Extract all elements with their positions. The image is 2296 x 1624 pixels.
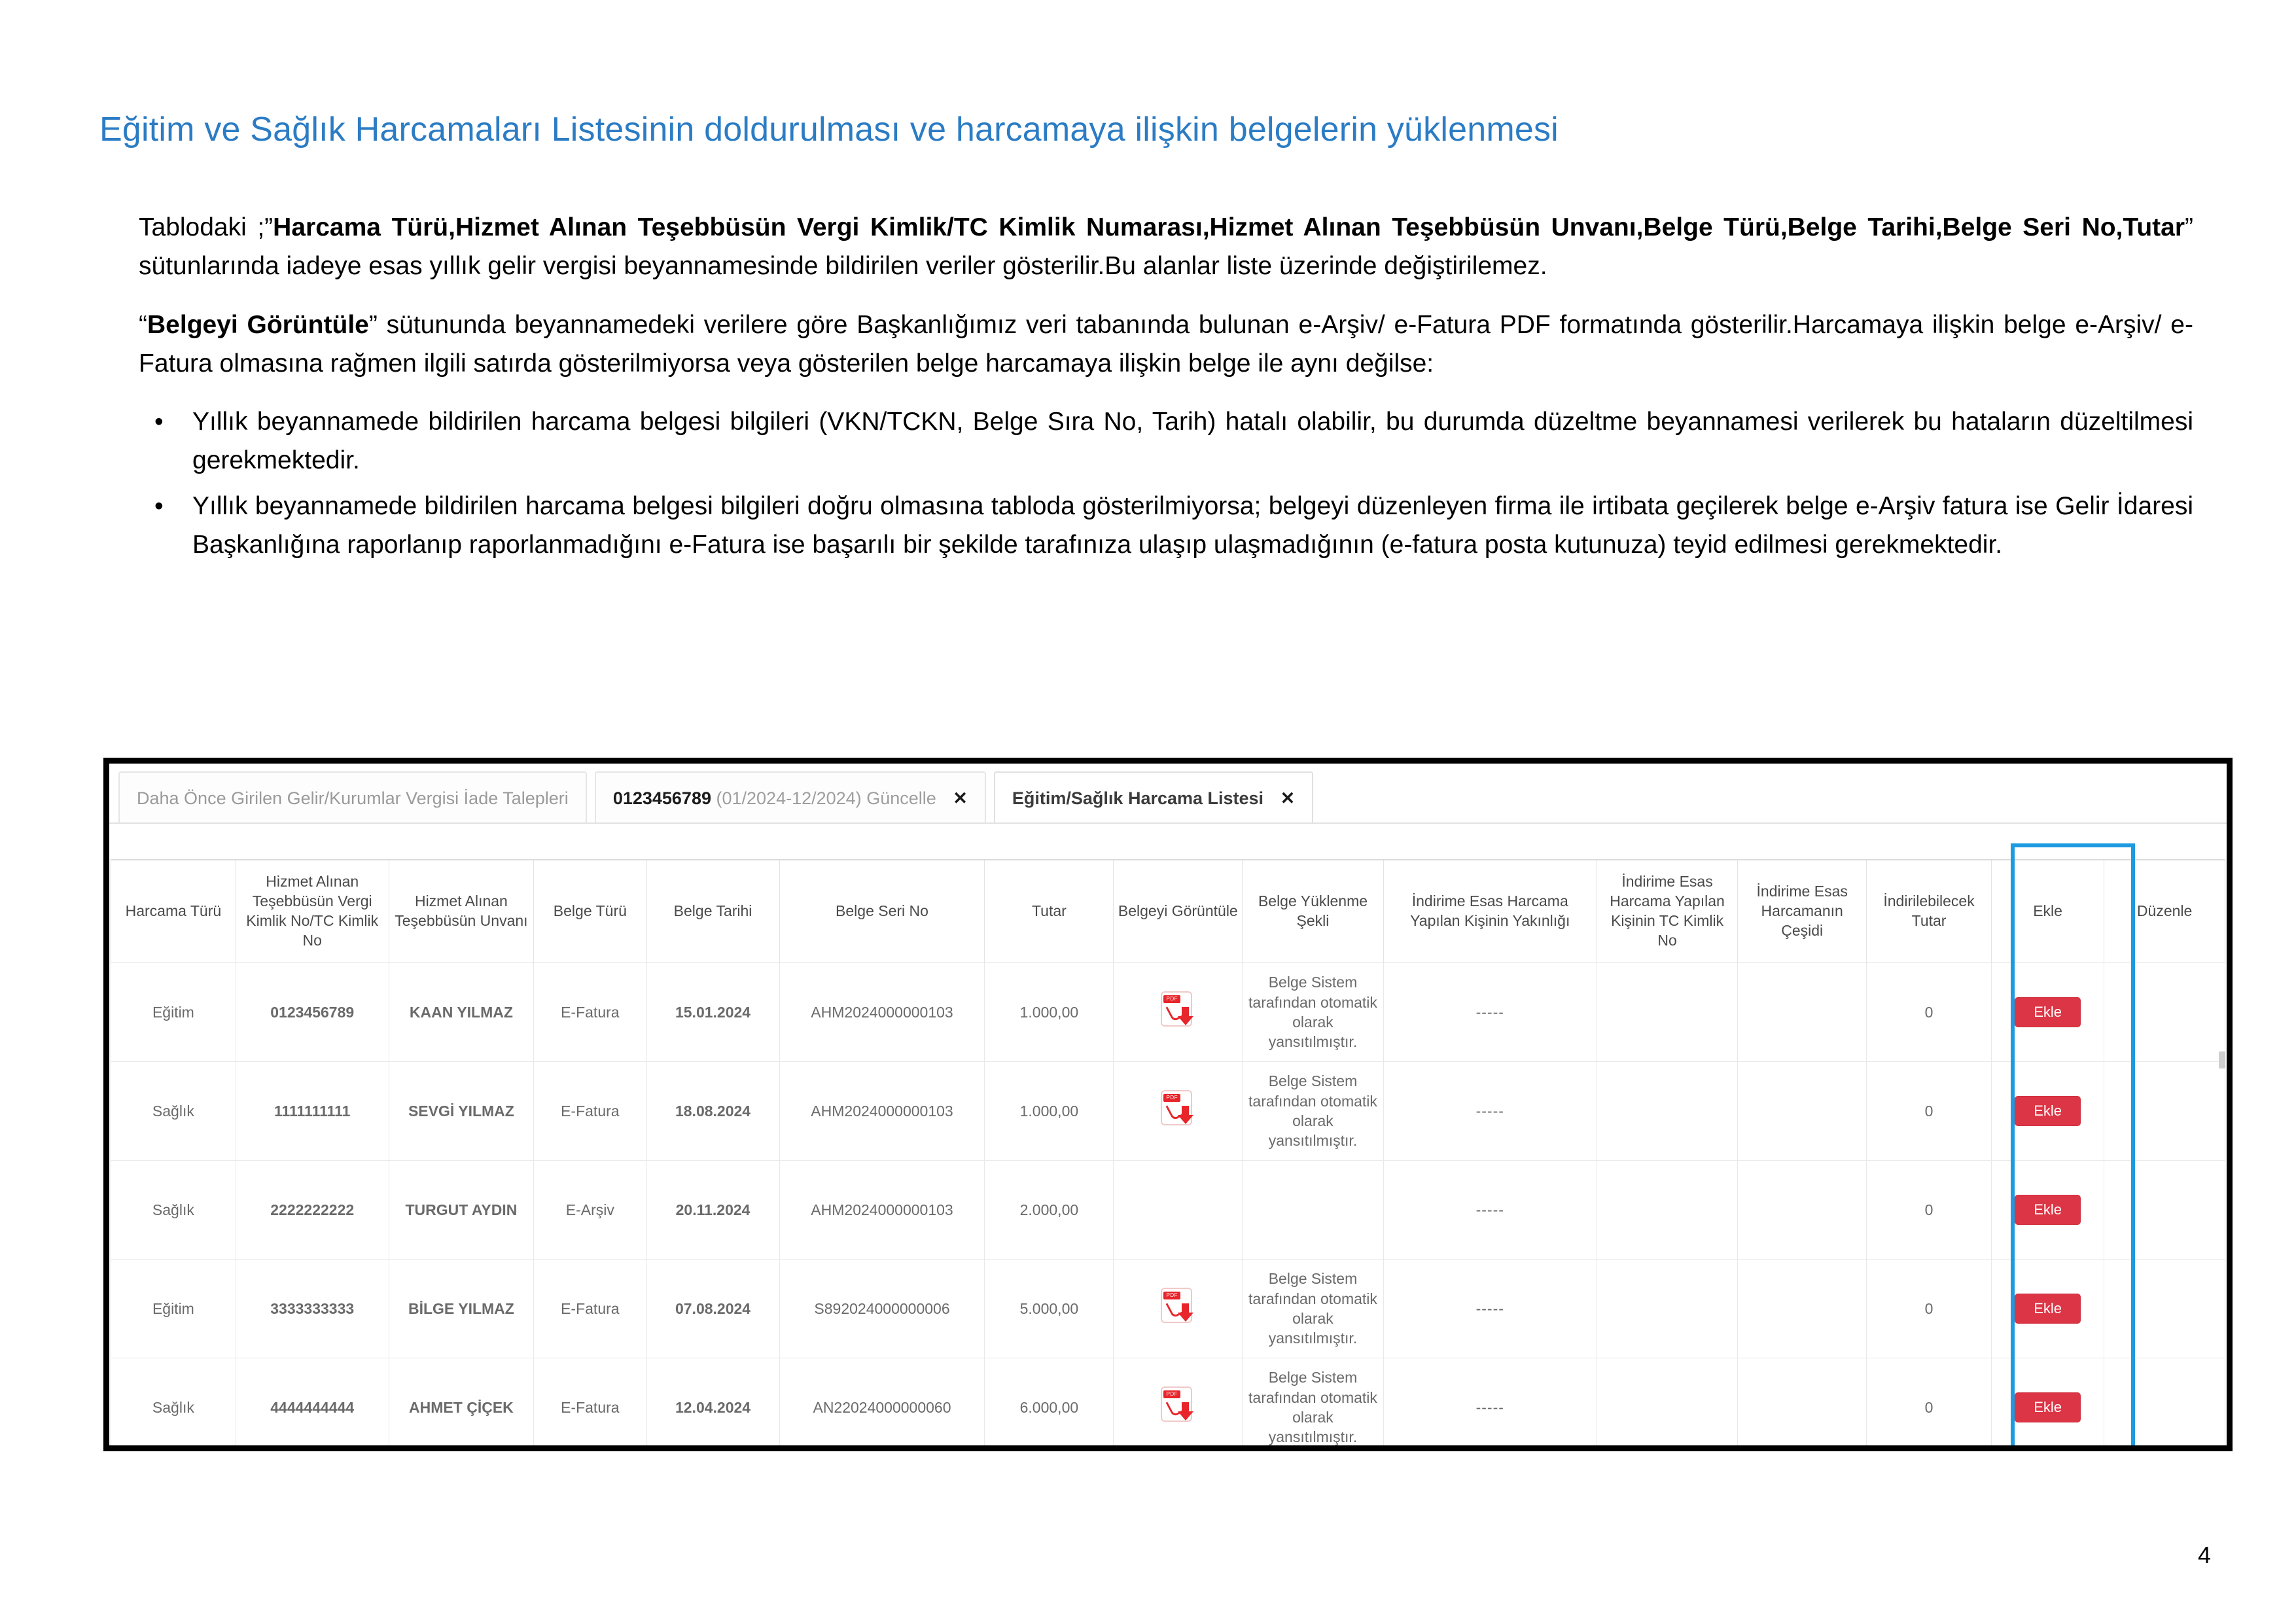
cell-yakinlik: ----- [1383,963,1597,1062]
table-row [111,963,2225,1062]
cell-belge-tarihi: 18.08.2024 [646,1062,779,1161]
cell-vkn: 1111111111 [236,1062,389,1161]
cell-kisi-tckn [1597,963,1737,1062]
page-title: Eğitim ve Sağlık Harcamaları Listesinin doldurulması ve harcamaya ilişkin belgelerin yüklenmesi [99,111,1559,149]
cell-harcama-turu: Eğitim [111,1260,236,1358]
col-header-belge-tarihi[interactable]: Belge Tarihi [646,860,779,963]
cell-unvan: SEVGİ YILMAZ [389,1062,534,1161]
cell-belge-seri-no: S892024000000006 [779,1260,985,1358]
bullet-marker: • [154,408,164,436]
cell-ekle [1991,963,2104,1062]
cell-belge-tarihi: 07.08.2024 [646,1260,779,1358]
tab-period: (01/2024-12/2024) [716,788,862,808]
cell-belge-turu: E-Fatura [534,1260,646,1358]
list-item-text: Yıllık beyannamede bildirilen harcama belgesi bilgileri doğru olmasına tabloda gösterilmiyorsa; belgeyi düzenleyen firma ile irtibata geçilerek belge e-Arşiv fatura ise Gelir İdaresi Başkanlığına raporlanıp raporlanmadığını e-Fatura ise başarılı bir şekilde tarafınıza ulaşıp ulaşmadığının (e-fatura posta kutunuza) teyid edilmesi gerekmektedir. [192,491,2193,559]
col-header-yakinlik[interactable]: İndirime Esas Harcama Yapılan Kişinin Yakınlığı [1383,860,1597,963]
cell-belge-turu: E-Fatura [534,1062,646,1161]
list-item [139,487,2193,565]
app-screenshot-frame [103,758,2233,1451]
cell-belge-seri-no: AN22024000000060 [779,1358,985,1452]
col-header-duzenle[interactable]: Düzenle [2104,860,2225,963]
paragraph-1-lead: Tablodaki ;” [139,213,274,241]
tab-label: Daha Önce Girilen Gelir/Kurumlar Vergisi İade Talepleri [137,788,569,808]
cell-kisi-tckn [1597,1358,1737,1452]
cell-harcama-cesidi [1738,1161,1867,1260]
cell-tutar: 1.000,00 [985,1062,1114,1161]
paragraph-2-bold: Belgeyi Görüntüle [147,310,369,339]
body-copy [139,208,2193,571]
add-button[interactable]: Ekle [2015,997,2081,1027]
expense-table [111,859,2225,1451]
add-button[interactable]: Ekle [2015,1195,2081,1225]
tab-egitim-saglik-harcama-listesi[interactable] [994,771,1313,822]
tab-action-label: Güncelle [866,788,936,808]
col-header-unvan[interactable]: Hizmet Alınan Teşebbüsün Unvanı [389,860,534,963]
cell-belgeyi-goruntule[interactable] [1114,1358,1243,1452]
cell-unvan: BİLGE YILMAZ [389,1260,534,1358]
cell-belgeyi-goruntule[interactable] [1114,1260,1243,1358]
cell-ekle [1991,1161,2104,1260]
col-header-harcama-cesidi[interactable]: İndirime Esas Harcamanın Çeşidi [1738,860,1867,963]
cell-indirilebilecek-tutar: 0 [1867,1358,1992,1452]
cell-tutar: 1.000,00 [985,963,1114,1062]
col-header-tutar[interactable]: Tutar [985,860,1114,963]
tab-previous-refund-requests[interactable] [118,771,587,822]
cell-yakinlik: ----- [1383,1358,1597,1452]
cell-belge-turu: E-Fatura [534,1358,646,1452]
paragraph-2-lead: “ [139,310,147,339]
list-item [139,402,2193,480]
close-icon[interactable]: ✕ [953,788,968,808]
cell-ekle [1991,1062,2104,1161]
table-row [111,1062,2225,1161]
tab-bar [109,764,2227,824]
cell-vkn: 3333333333 [236,1260,389,1358]
add-button[interactable]: Ekle [2015,1294,2081,1324]
table-row [111,1260,2225,1358]
cell-harcama-cesidi [1738,963,1867,1062]
cell-tutar: 6.000,00 [985,1358,1114,1452]
cell-unvan: KAAN YILMAZ [389,963,534,1062]
cell-yakinlik: ----- [1383,1260,1597,1358]
pdf-download-icon[interactable]: PDF [1161,991,1195,1028]
pdf-download-icon[interactable]: PDF [1161,1288,1195,1324]
cell-belge-tarihi: 20.11.2024 [646,1161,779,1260]
cell-tutar: 2.000,00 [985,1161,1114,1260]
table-row [111,1161,2225,1260]
add-button[interactable]: Ekle [2015,1392,2081,1422]
cell-belgeyi-goruntule[interactable] [1114,963,1243,1062]
col-header-belge-yuklenme-sekli[interactable]: Belge Yüklenme Şekli [1243,860,1383,963]
cell-indirilebilecek-tutar: 0 [1867,1260,1992,1358]
pdf-download-icon[interactable]: PDF [1161,1386,1195,1423]
expense-table-wrap [109,859,2227,1451]
cell-harcama-turu: Sağlık [111,1358,236,1452]
pdf-download-icon[interactable]: PDF [1161,1090,1195,1127]
cell-belge-seri-no: AHM2024000000103 [779,1161,985,1260]
cell-unvan: TURGUT AYDIN [389,1161,534,1260]
paragraph-1-tail: ” sütunlarında iadeye esas yıllık gelir vergisi beyannamesinde bildirilen veriler gösterilir.Bu alanlar liste üzerinde değiştirilemez. [139,213,2193,281]
cell-belge-tarihi: 12.04.2024 [646,1358,779,1452]
cell-harcama-turu: Sağlık [111,1062,236,1161]
cell-belge-yuklenme-sekli: Belge Sistem tarafından otomatik olarak yansıtılmıştır. [1243,1260,1383,1358]
paragraph-2 [139,306,2193,383]
tab-label: Eğitim/Sağlık Harcama Listesi [1012,788,1264,808]
table-row [111,1358,2225,1452]
cell-ekle [1991,1358,2104,1452]
bullet-marker: • [154,491,164,520]
cell-tutar: 5.000,00 [985,1260,1114,1358]
cell-vkn: 2222222222 [236,1161,389,1260]
col-header-belgeyi-goruntule[interactable]: Belgeyi Görüntüle [1114,860,1243,963]
bullet-list [139,402,2193,564]
tab-content-gap [109,824,2227,859]
cell-belge-yuklenme-sekli: Belge Sistem tarafından otomatik olarak yansıtılmıştır. [1243,1062,1383,1161]
cell-duzenle[interactable] [2104,1358,2225,1452]
page-number: 4 [2197,1542,2211,1568]
paragraph-1 [139,208,2193,286]
cell-belge-turu: E-Fatura [534,963,646,1062]
cell-indirilebilecek-tutar: 0 [1867,1161,1992,1260]
table-body [111,963,2225,1452]
cell-belge-yuklenme-sekli [1243,1161,1383,1260]
cell-yakinlik: ----- [1383,1062,1597,1161]
cell-yakinlik: ----- [1383,1161,1597,1260]
cell-duzenle[interactable] [2104,1260,2225,1358]
cell-harcama-turu: Sağlık [111,1161,236,1260]
cell-kisi-tckn [1597,1161,1737,1260]
col-header-harcama-turu[interactable]: Harcama Türü [111,860,236,963]
cell-belge-tarihi: 15.01.2024 [646,963,779,1062]
table-header-row [111,860,2225,963]
app-window [109,764,2227,1445]
cell-unvan: AHMET ÇİÇEK [389,1358,534,1452]
cell-belgeyi-goruntule[interactable] [1114,1062,1243,1161]
cell-belge-yuklenme-sekli: Belge Sistem tarafından otomatik olarak yansıtılmıştır. [1243,963,1383,1062]
cell-belge-yuklenme-sekli: Belge Sistem tarafından otomatik olarak yansıtılmıştır. [1243,1358,1383,1452]
cell-vkn: 0123456789 [236,963,389,1062]
cell-duzenle[interactable] [2104,963,2225,1062]
cell-harcama-turu: Eğitim [111,963,236,1062]
col-header-vergi-kimlik-no[interactable]: Hizmet Alınan Teşebbüsün Vergi Kimlik No/TC Kimlik No [236,860,389,963]
cell-belgeyi-goruntule[interactable] [1114,1161,1243,1260]
cell-vkn: 4444444444 [236,1358,389,1452]
cell-harcama-cesidi [1738,1062,1867,1161]
col-header-ekle[interactable]: Ekle [1991,860,2104,963]
paragraph-2-tail: ” sütununda beyannamedeki verilere göre Başkanlığımız veri tabanında bulunan e-Arşiv/ e-Fatura PDF formatında gösterilir.Harcamaya ilişkin belge e-Arşiv/ e-Fatura olmasına rağmen ilgili satırda gösterilmiyorsa veya gösterilen belge harcamaya ilişkin belge ile aynı değilse: [139,310,2193,378]
col-header-belge-turu[interactable]: Belge Türü [534,860,646,963]
cell-belge-seri-no: AHM2024000000103 [779,963,985,1062]
cell-kisi-tckn [1597,1260,1737,1358]
tab-vkn-period-update[interactable] [595,771,986,822]
col-header-belge-seri-no[interactable]: Belge Seri No [779,860,985,963]
add-button[interactable]: Ekle [2015,1096,2081,1126]
scroll-nub[interactable] [2219,1051,2225,1068]
cell-belge-seri-no: AHM2024000000103 [779,1062,985,1161]
cell-harcama-cesidi [1738,1260,1867,1358]
cell-ekle [1991,1260,2104,1358]
cell-indirilebilecek-tutar: 0 [1867,1062,1992,1161]
cell-belge-turu: E-Arşiv [534,1161,646,1260]
list-item-text: Yıllık beyannamede bildirilen harcama belgesi bilgileri (VKN/TCKN, Belge Sıra No, Tarih) hatalı olabilir, bu durumda düzeltme beyannamesi verilerek bu hataların düzeltilmesi gerekmektedir. [192,408,2193,475]
tab-vkn: 0123456789 [612,788,711,808]
paragraph-1-bold: Harcama Türü,Hizmet Alınan Teşebbüsün Vergi Kimlik/TC Kimlik Numarası,Hizmet Alınan Teşebbüsün Unvanı,Belge Türü,Belge Tarihi,Belge Seri No,Tutar [273,213,2185,241]
cell-duzenle[interactable] [2104,1062,2225,1161]
cell-indirilebilecek-tutar: 0 [1867,963,1992,1062]
cell-duzenle[interactable] [2104,1161,2225,1260]
col-header-kisi-tc-kimlik-no[interactable]: İndirime Esas Harcama Yapılan Kişinin TC Kimlik No [1597,860,1737,963]
cell-kisi-tckn [1597,1062,1737,1161]
table-head [111,860,2225,963]
close-icon[interactable]: ✕ [1280,788,1296,808]
col-header-indirilebilecek-tutar[interactable]: İndirilebilecek Tutar [1867,860,1992,963]
cell-harcama-cesidi [1738,1358,1867,1452]
